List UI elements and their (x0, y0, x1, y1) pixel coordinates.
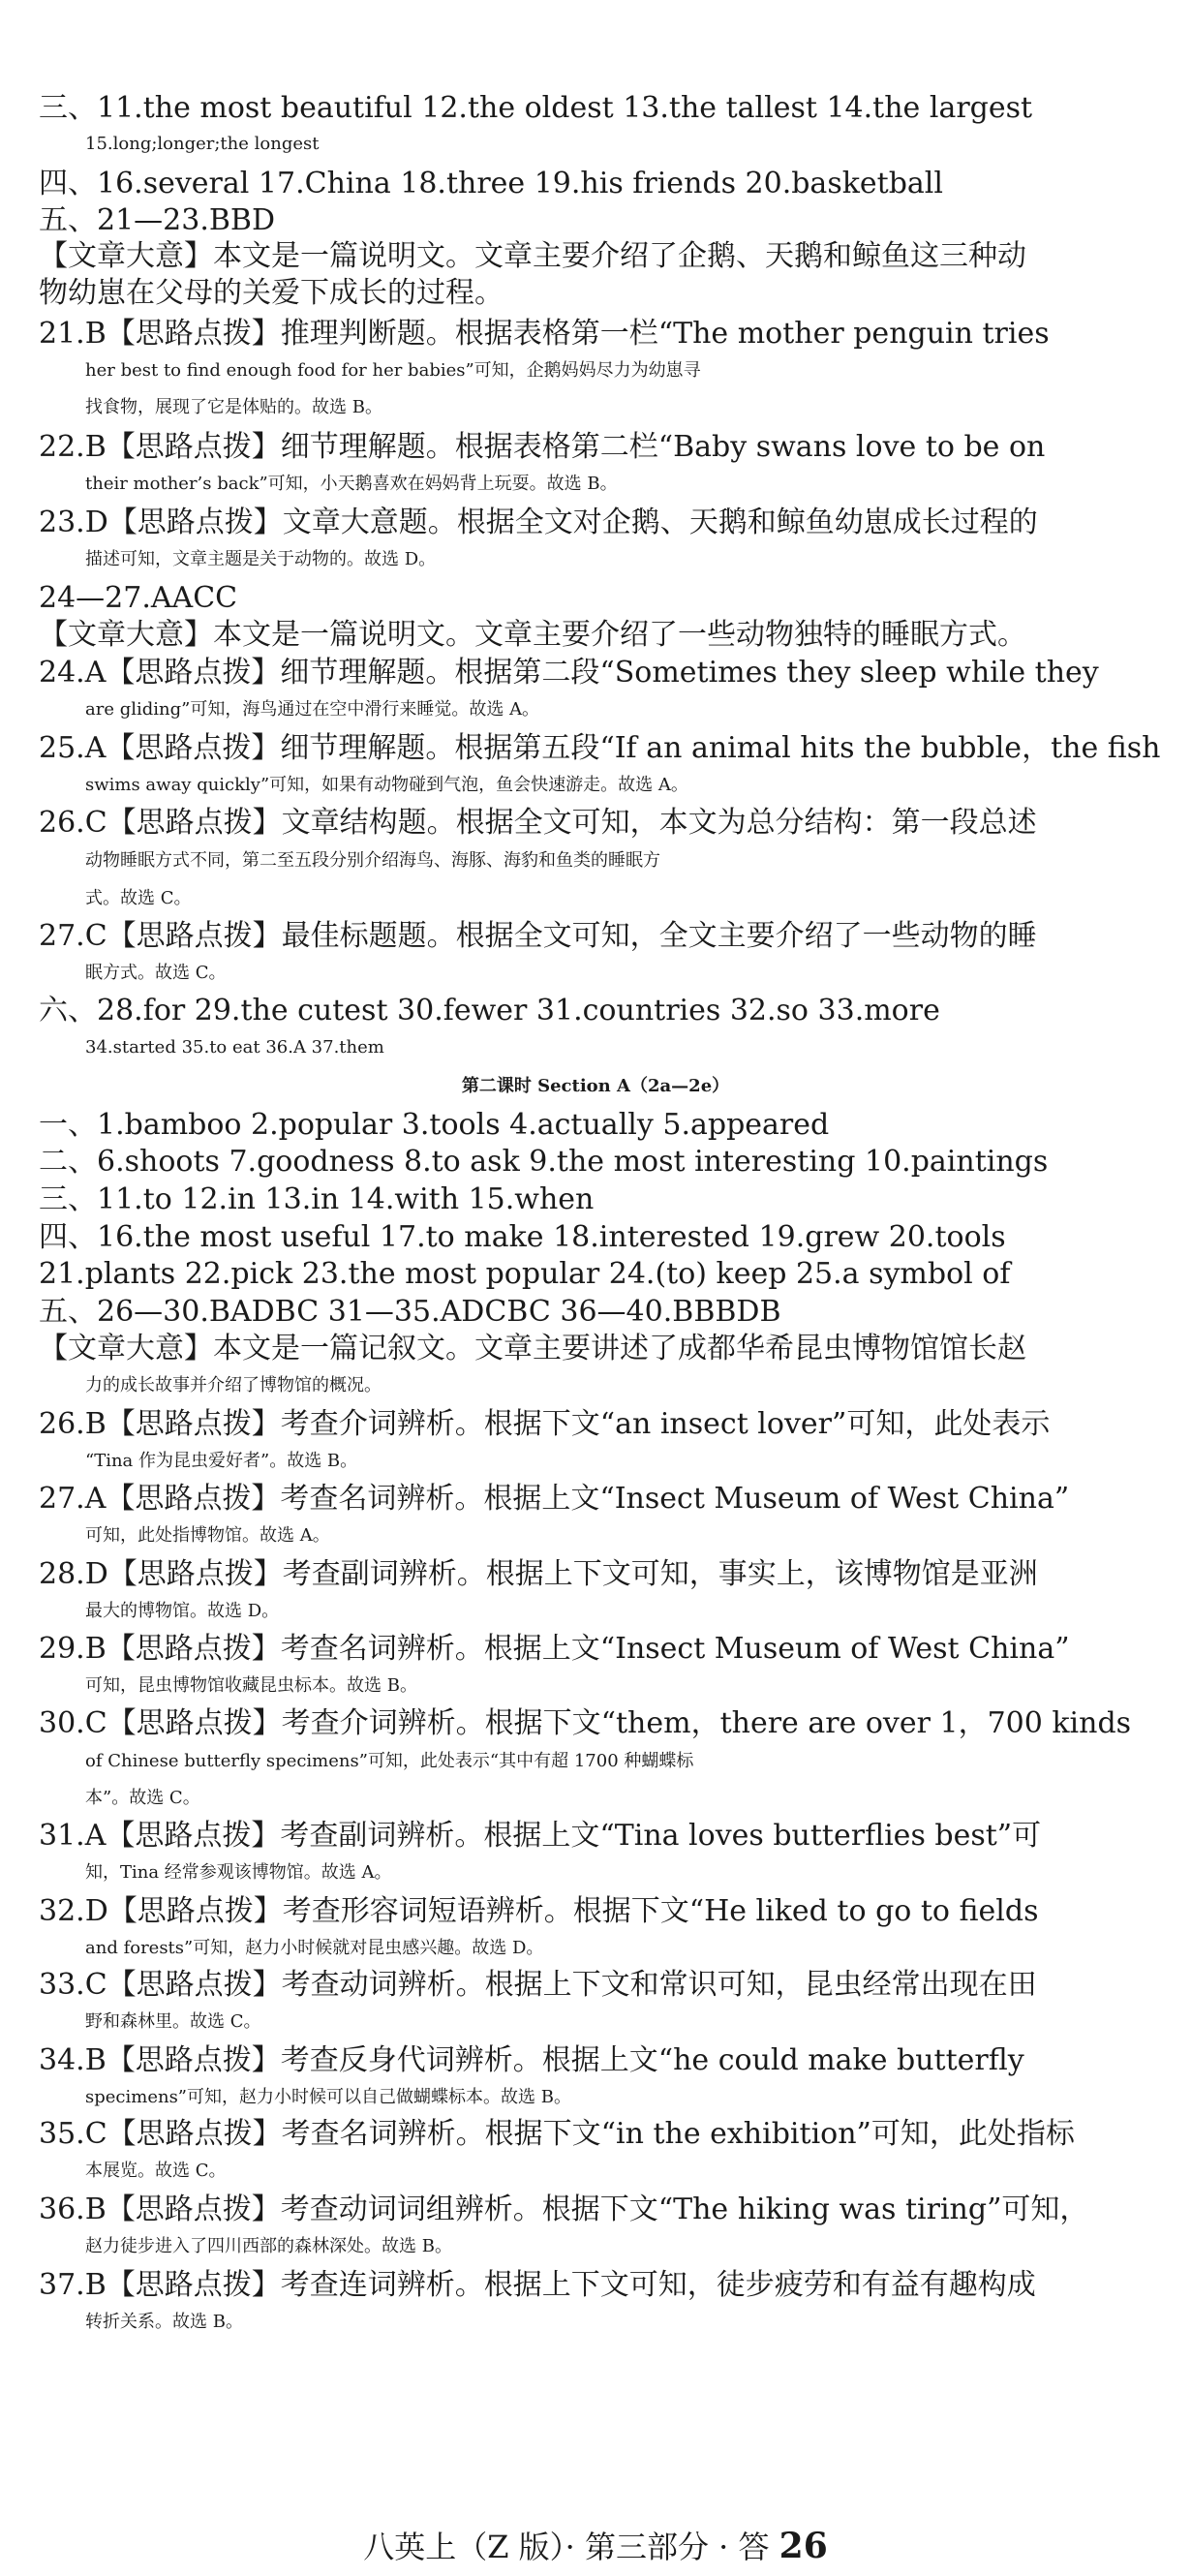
answer-line: 27.C【思路点拨】最佳标题题。根据全文可知，全文主要介绍了一些动物的睡 (39, 919, 1037, 953)
answer-line: 24.A【思路点拨】细节理解题。根据第二段“Sometimes they sleep while they (39, 656, 1099, 690)
answer-line: 34.started 35.to eat 36.A 37.them (85, 1037, 384, 1058)
answer-line: her best to find enough food for her babies”可知，企鹅妈妈尽力为幼崽寻 (85, 360, 701, 381)
answer-line: 15.long;longer;the longest (85, 134, 320, 154)
answer-line: 物幼崽在父母的关爱下成长的过程。 (39, 276, 504, 310)
answer-line: and forests”可知，赵力小时候就对昆虫感兴趣。故选 D。 (85, 1938, 544, 1958)
answer-line: 力的成长故事并介绍了博物馆的概况。 (85, 1375, 382, 1395)
answer-line: 二、6.shoots 7.goodness 8.to ask 9.the most interesting 10.paintings (39, 1145, 1049, 1179)
answer-line: swims away quickly”可知，如果有动物碰到气泡，鱼会快速游走。故选 A。 (85, 775, 688, 795)
answer-line: 26.B【思路点拨】考查介词辨析。根据下文“an insect lover”可知，此处表示 (39, 1407, 1051, 1441)
answer-line: 30.C【思路点拨】考查介词辨析。根据下文“them，there are over 1，700 kinds (39, 1706, 1132, 1740)
answer-line: 三、11.the most beautiful 12.the oldest 13.the tallest 14.the largest (39, 91, 1033, 125)
answer-line: 赵力徒步进入了四川西部的森林深处。故选 B。 (85, 2236, 452, 2256)
answer-line: 三、11.to 12.in 13.in 14.with 15.when (39, 1182, 595, 1216)
answer-line: 本展览。故选 C。 (85, 2161, 227, 2181)
answer-line: 转折关系。故选 B。 (85, 2312, 243, 2332)
answer-line: 35.C【思路点拨】考查名词辨析。根据下文“in the exhibition”可知，此处指标 (39, 2117, 1075, 2151)
answer-line: 可知，昆虫博物馆收藏昆虫标本。故选 B。 (85, 1675, 417, 1696)
answer-line: their mother’s back”可知，小天鹅喜欢在妈妈背上玩耍。故选 B。 (85, 474, 618, 494)
answer-line: specimens”可知，赵力小时候可以自己做蝴蝶标本。故选 B。 (85, 2087, 571, 2107)
answer-line: 描述可知，文章主题是关于动物的。故选 D。 (85, 549, 437, 569)
answer-line: 五、26—30.BADBC 31—35.ADCBC 36—40.BBBDB (39, 1295, 781, 1329)
answer-line: 25.A【思路点拨】细节理解题。根据第五段“If an animal hits the bubble，the fish (39, 731, 1161, 765)
page-number: 26 (779, 2526, 828, 2566)
answer-line: 【文章大意】本文是一篇说明文。文章主要介绍了企鹅、天鹅和鲸鱼这三种动 (39, 239, 1026, 273)
answer-line: 29.B【思路点拨】考查名词辨析。根据上文“Insect Museum of West China” (39, 1632, 1070, 1666)
answer-line: 动物睡眠方式不同，第二至五段分别介绍海鸟、海豚、海豹和鱼类的睡眠方 (85, 850, 660, 871)
answer-line: 21.plants 22.pick 23.the most popular 24.(to) keep 25.a symbol of (39, 1257, 1011, 1291)
answer-line: 33.C【思路点拨】考查动词辨析。根据上下文和常识可知，昆虫经常出现在田 (39, 1968, 1037, 2002)
answer-line: 【文章大意】本文是一篇记叙文。文章主要讲述了成都华希昆虫博物馆馆长赵 (39, 1332, 1026, 1365)
answer-line: 31.A【思路点拨】考查副词辨析。根据上文“Tina loves butterflies best”可 (39, 1819, 1042, 1853)
answer-line: 知，Tina 经常参观该博物馆。故选 A。 (85, 1862, 392, 1883)
answer-line: are gliding”可知，海鸟通过在空中滑行来睡觉。故选 A。 (85, 699, 540, 720)
answer-line: 34.B【思路点拨】考查反身代词辨析。根据上文“he could make butterfly (39, 2043, 1024, 2077)
answer-line: 四、16.several 17.China 18.three 19.his friends 20.basketball (39, 167, 943, 200)
answer-line: 四、16.the most useful 17.to make 18.interested 19.grew 20.tools (39, 1220, 1006, 1254)
answer-line: 36.B【思路点拨】考查动词词组辨析。根据下文“The hiking was tiring”可知， (39, 2193, 1089, 2226)
answer-line: 23.D【思路点拨】文章大意题。根据全文对企鹅、天鹅和鲸鱼幼崽成长过程的 (39, 506, 1038, 539)
answer-line: 26.C【思路点拨】文章结构题。根据全文可知，本文为总分结构：第一段总述 (39, 806, 1037, 840)
answer-line: 22.B【思路点拨】细节理解题。根据表格第二栏“Baby swans love to be on (39, 430, 1046, 464)
footer-label: 八英上（Z 版）· 第三部分 · 答 (363, 2529, 770, 2565)
answer-line: 五、21—23.BBD (39, 203, 276, 237)
answer-line: 野和森林里。故选 C。 (85, 2011, 261, 2032)
answer-line: 28.D【思路点拨】考查副词辨析。根据上下文可知，事实上，该博物馆是亚洲 (39, 1557, 1038, 1591)
section-heading: 第二课时 Section A（2a—2e） (461, 1076, 730, 1096)
answer-line: 21.B【思路点拨】推理判断题。根据表格第一栏“The mother penguin tries (39, 317, 1050, 351)
answer-line: 32.D【思路点拨】考查形容词短语辨析。根据下文“He liked to go to fields (39, 1894, 1039, 1928)
answer-line: 眠方式。故选 C。 (85, 963, 227, 983)
answer-line: 27.A【思路点拨】考查名词辨析。根据上文“Insect Museum of West China” (39, 1482, 1070, 1516)
answer-line: 式。故选 C。 (85, 888, 192, 908)
answer-line: 【文章大意】本文是一篇说明文。文章主要介绍了一些动物独特的睡眠方式。 (39, 618, 1026, 652)
answer-line: 24—27.AACC (39, 581, 238, 615)
answer-line: “Tina 作为昆虫爱好者”。故选 B。 (85, 1451, 358, 1471)
page-footer (0, 2523, 1191, 2567)
answer-line: 找食物，展现了它是体贴的。故选 B。 (85, 397, 382, 417)
answer-line: 37.B【思路点拨】考查连词辨析。根据上下文可知，徒步疲劳和有益有趣构成 (39, 2268, 1036, 2302)
answer-line: 可知，此处指博物馆。故选 A。 (85, 1525, 330, 1546)
answer-line: 一、1.bamboo 2.popular 3.tools 4.actually 5.appeared (39, 1108, 830, 1142)
answer-line: 最大的博物馆。故选 D。 (85, 1601, 280, 1621)
answer-line: 六、28.for 29.the cutest 30.fewer 31.countries 32.so 33.more (39, 994, 940, 1027)
answer-line: of Chinese butterfly specimens”可知，此处表示“其中有超 1700 种蝴蝶标 (85, 1751, 694, 1771)
answer-line: 本”。故选 C。 (85, 1788, 200, 1808)
